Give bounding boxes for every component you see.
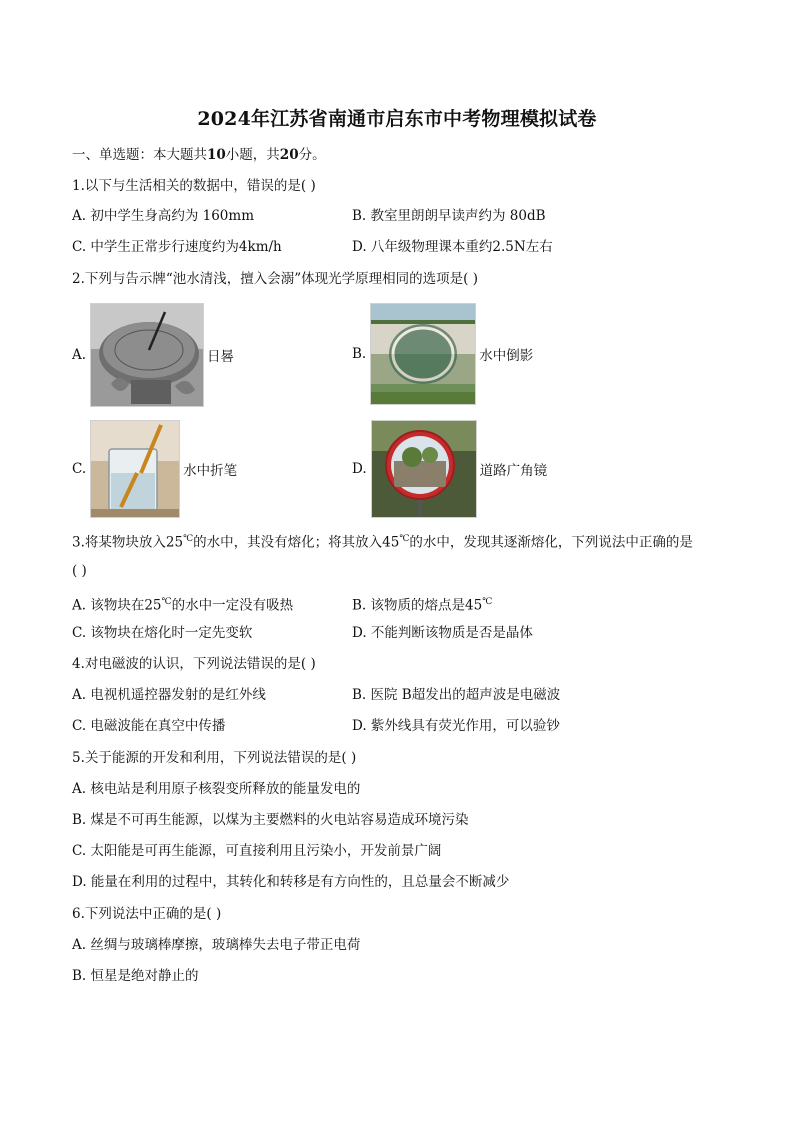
question-2-option-c	[72, 420, 237, 518]
question-1-option-c: C. 中学生正常步行速度约为4km/h	[72, 239, 282, 255]
question-1-stem: 1.以下与生活相关的数据中，错误的是( )	[72, 178, 316, 194]
question-4-option-d: D. 紫外线具有荧光作用，可以验钞	[352, 718, 560, 734]
option-part: 的水中一定没有吸热	[171, 597, 294, 614]
question-4-option-a: A. 电视机遥控器发射的是红外线	[72, 687, 266, 703]
convex-road-mirror-image	[371, 420, 477, 518]
stem-part: 3.将某物块放入25	[72, 534, 184, 551]
option-caption: 日晷	[207, 349, 235, 365]
pencil-in-water-image	[90, 420, 180, 518]
option-letter: D.	[352, 461, 367, 477]
question-3-option-a	[72, 593, 293, 615]
section-prefix: 一、单选题：本大题共	[72, 147, 207, 163]
question-6-stem: 6.下列说法中正确的是( )	[72, 906, 222, 922]
question-2-option-a	[72, 303, 234, 407]
section-suffix: 分。	[298, 147, 326, 163]
celsius-unit: ℃	[183, 534, 194, 544]
option-letter: A.	[72, 347, 87, 363]
section-mid: 小题，共	[225, 147, 280, 163]
option-part: B. 该物质的熔点是45	[352, 597, 483, 614]
celsius-unit: ℃	[482, 597, 493, 607]
page-title: 2024年江苏省南通市启东市中考物理模拟试卷	[197, 108, 597, 130]
sundial-image	[90, 303, 204, 407]
question-3-option-b	[352, 593, 492, 615]
question-1-option-d: D. 八年级物理课本重约2.5N左右	[352, 239, 553, 255]
question-3-option-d: D. 不能判断该物质是否是晶体	[352, 625, 533, 641]
question-3-option-c: C. 该物块在熔化时一定先变软	[72, 625, 253, 641]
celsius-unit: ℃	[161, 597, 172, 607]
question-3-stem	[72, 530, 693, 552]
celsius-unit: ℃	[399, 534, 410, 544]
question-count: 10	[207, 147, 226, 163]
question-2-stem: 2.下列与告示牌“池水清浅，擅入会溺”体现光学原理相同的选项是( )	[72, 271, 479, 287]
question-5-stem: 5.关于能源的开发和利用，下列说法错误的是( )	[72, 750, 357, 766]
question-4-option-c: C. 电磁波能在真空中传播	[72, 718, 226, 734]
question-6-option-b: B. 恒星是绝对静止的	[72, 968, 199, 984]
question-2-option-d	[352, 420, 547, 518]
question-1-option-b: B. 教室里朗朗早读声约为 80dB	[352, 208, 546, 224]
question-4-option-b: B. 医院 B超发出的超声波是电磁波	[352, 687, 561, 703]
section-heading	[72, 146, 326, 164]
question-6-option-a: A. 丝绸与玻璃棒摩擦，玻璃棒失去电子带正电荷	[72, 937, 361, 953]
option-caption: 水中折笔	[183, 463, 238, 479]
stem-part: 的水中，其没有熔化；将其放入45	[193, 534, 400, 551]
question-1-option-a: A. 初中学生身高约为 160mm	[72, 208, 254, 224]
question-5-option-a: A. 核电站是利用原子核裂变所释放的能量发电的	[72, 781, 361, 797]
question-4-stem: 4.对电磁波的认识，下列说法错误的是( )	[72, 656, 316, 672]
stem-part: 的水中，发现其逐渐熔化，下列说法中正确的是	[409, 534, 693, 551]
total-score: 20	[279, 147, 299, 163]
option-part: A. 该物块在25	[72, 597, 162, 614]
question-5-option-b: B. 煤是不可再生能源，以煤为主要燃料的火电站容易造成环境污染	[72, 812, 469, 828]
option-caption: 道路广角镜	[479, 463, 548, 479]
question-5-option-d: D. 能量在利用的过程中，其转化和转移是有方向性的，且总量会不断减少	[72, 874, 510, 890]
bridge-reflection-image	[370, 303, 476, 405]
option-caption: 水中倒影	[479, 348, 534, 364]
option-letter: B.	[352, 346, 367, 362]
question-5-option-c: C. 太阳能是可再生能源，可直接利用且污染小，开发前景广阔	[72, 843, 442, 859]
question-3-stem-cont: ( )	[72, 563, 87, 579]
question-2-option-b	[352, 303, 533, 405]
option-letter: C.	[72, 461, 87, 477]
